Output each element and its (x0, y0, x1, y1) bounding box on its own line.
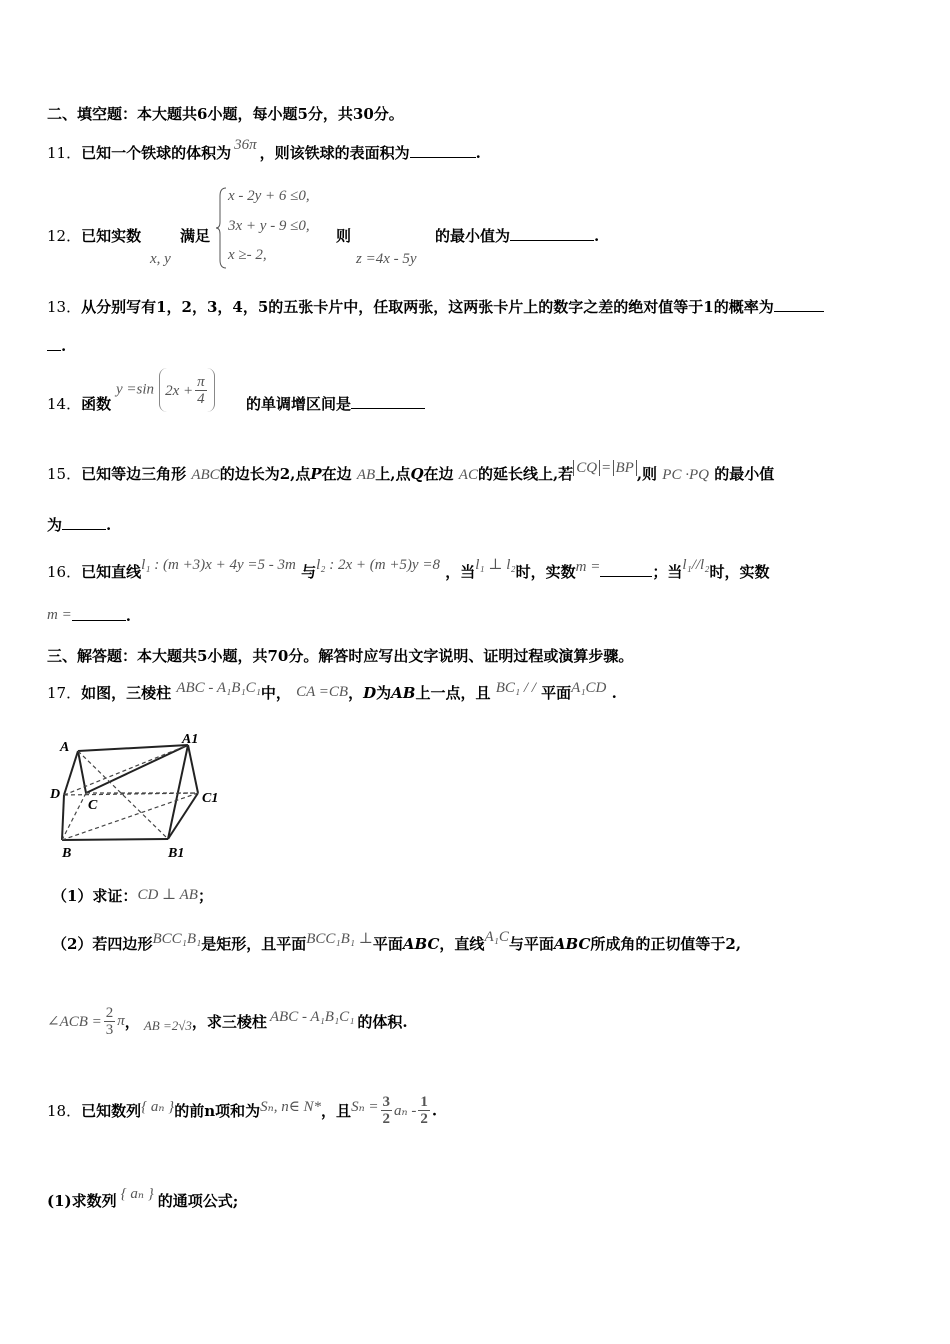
question-text: 的通项公式; (157, 1192, 239, 1210)
fraction-2-3 (104, 1005, 116, 1038)
plane-abc: ABC (553, 935, 591, 953)
question-text: 在边 (321, 465, 352, 483)
segment-ab: AB (391, 684, 416, 702)
question-text: 平面 (372, 935, 403, 953)
math-quad: BCC₁B₁ (152, 931, 202, 947)
question-text: 与 (301, 563, 317, 581)
question-number: 18． (47, 1102, 82, 1120)
question-text: ，则该铁球的表面积为 (259, 144, 410, 162)
question-number: 11． (47, 144, 82, 162)
question-17-part-1 (52, 885, 213, 906)
question-text: 时，实数 (515, 563, 576, 581)
question-text: ，且 (321, 1102, 352, 1120)
label-d: D (50, 787, 61, 802)
prism-figure (48, 725, 228, 865)
question-text: 从分别写有1，2，3，4，5的五张卡片中，任取两张，这两张卡片上的数字之差的绝对值等于1的概率为 (81, 298, 774, 316)
question-text: 的前n项和为 (174, 1102, 261, 1120)
part-label: (1)求数列 (47, 1192, 117, 1210)
question-15 (47, 460, 775, 484)
math-line-a1c: A₁C (484, 929, 509, 945)
plane-abc: ABC (402, 935, 440, 953)
fraction-1-2 (418, 1094, 430, 1127)
question-text: 已知数列 (81, 1102, 142, 1120)
math-sn-eq: Sₙ = (351, 1099, 379, 1115)
question-end: . (611, 684, 617, 702)
point-q: Q (410, 465, 424, 483)
numerator: 1 (420, 1094, 428, 1110)
point-p: P (310, 465, 322, 483)
inequality-system (216, 186, 336, 270)
label-b: B (62, 846, 72, 861)
math-sequence: { aₙ } (141, 1099, 175, 1115)
math-dot-product: PC ·PQ (662, 467, 709, 483)
question-text: 如图，三棱柱 (81, 684, 172, 702)
question-number: 15． (47, 465, 82, 483)
label-a: A (60, 740, 70, 755)
question-text: 为 (376, 684, 392, 702)
question-15-cont (47, 514, 111, 535)
question-text: 已知等边三角形 (81, 465, 187, 483)
answer-blank (72, 619, 126, 621)
question-end: . (594, 227, 600, 245)
question-text: 时，实数 (709, 563, 770, 581)
question-end: . (106, 516, 112, 534)
question-text: 的延长线上,若 (477, 465, 574, 483)
question-end: . (475, 144, 481, 162)
question-text: ；当 (652, 563, 683, 581)
edge-a-a1 (78, 745, 188, 751)
question-text: 在边 (423, 465, 454, 483)
question-17 (47, 682, 617, 703)
math-equals: = (602, 460, 611, 476)
question-11 (47, 137, 481, 163)
question-12-tail (435, 225, 599, 246)
math-abc: ABC (191, 467, 220, 483)
math-prism: ABC - A₁B₁C₁ (269, 1009, 355, 1025)
answer-blank (410, 156, 476, 158)
math-ab: AB (356, 467, 376, 483)
inequality-2: 3x + y - 9 ≤0, (228, 218, 310, 234)
question-18 (47, 1094, 437, 1127)
math-line-l1: l₁ : (m +3)x + 4y =5 - 3m (141, 557, 296, 573)
left-brace-icon (216, 186, 228, 270)
denominator: 3 (105, 1022, 114, 1038)
question-12-then: 则 (336, 227, 352, 245)
point-d: D (363, 684, 377, 702)
fraction-3-2 (381, 1094, 393, 1127)
question-end: . (125, 607, 131, 625)
question-16-cont (47, 607, 131, 626)
edge-b-b1 (62, 839, 168, 840)
question-text: 的边长为2,点 (219, 465, 311, 483)
question-text: 已知直线 (81, 563, 142, 581)
math-objective: z =4x - 5y (356, 251, 417, 267)
math-parallel: l₁//l₂ (682, 557, 710, 573)
numerator: π (197, 374, 205, 390)
label-c: C (88, 798, 98, 813)
question-text: 为 (47, 516, 63, 534)
question-end: . (61, 337, 67, 355)
math-y-sin: y =sin (116, 381, 155, 398)
label-a1: A1 (182, 732, 199, 747)
math-arg: 2x + (165, 383, 194, 399)
math-function (116, 368, 215, 412)
math-plane-a1cd: A₁CD (571, 680, 607, 696)
question-text: 已知实数 (81, 227, 142, 245)
question-13 (47, 296, 824, 317)
question-17-part-2-cont (47, 1005, 408, 1038)
edge-c-a1 (86, 745, 188, 793)
math-m-equals: m = (575, 559, 601, 575)
question-text: 中， (260, 684, 291, 702)
question-end: ； (197, 887, 213, 905)
question-text: 函数 (81, 395, 112, 413)
fraction-pi-4 (195, 374, 207, 407)
question-text: ，当 (445, 563, 476, 581)
math-an: aₙ - (394, 1103, 417, 1119)
math-ac: AC (458, 467, 478, 483)
question-text: 的最小值为 (435, 227, 511, 245)
math-xy: x, y (150, 251, 171, 267)
edge-d-b (62, 795, 64, 840)
question-number: 12． (47, 227, 82, 245)
question-text: 的最小值 (714, 465, 775, 483)
math-pi: π (117, 1013, 125, 1029)
answer-blank (510, 239, 594, 241)
answer-blank-cont (47, 349, 61, 351)
denominator: 4 (197, 391, 205, 407)
numerator: 2 (105, 1005, 114, 1021)
math-angle-acb: ∠ACB = (47, 1014, 102, 1030)
question-number: 13． (47, 298, 82, 316)
math-perpendicular: l₁ ⊥ l₂ (475, 557, 516, 573)
question-18-part-1 (47, 1186, 239, 1211)
question-text: ， (124, 1013, 140, 1031)
question-text: 上一点，且 (415, 684, 491, 702)
question-17-part-2 (52, 929, 742, 954)
answer-blank (351, 407, 425, 409)
math-abs-cq: CQ (573, 460, 600, 476)
question-number: 16． (47, 563, 82, 581)
question-text: ，求三棱柱 (191, 1013, 267, 1031)
math-bc1-parallel: BC₁ / / (495, 680, 536, 696)
question-12-text: 满足 (180, 227, 211, 245)
edge-a-d (64, 751, 78, 795)
label-b1: B1 (168, 846, 185, 861)
question-16 (47, 557, 770, 582)
math-volume: 36π (234, 137, 257, 153)
question-end: . (431, 1101, 438, 1120)
math-cd-perp-ab: CD ⊥ AB (137, 887, 198, 903)
denominator: 2 (420, 1111, 428, 1127)
question-text: ，直线 (439, 935, 485, 953)
question-text: 已知一个铁球的体积为 (81, 144, 232, 162)
big-parentheses (159, 368, 215, 412)
question-13-cont (47, 337, 66, 355)
inequality-1: x - 2y + 6 ≤0, (228, 188, 310, 204)
math-ca-cb: CA =CB (296, 684, 349, 700)
denominator: 2 (382, 1111, 391, 1127)
question-text: 上,点 (375, 465, 411, 483)
question-14 (47, 393, 111, 414)
math-sequence: { aₙ } (120, 1186, 154, 1202)
math-line-l2: l₂ : 2x + (m +5)y =8 (316, 557, 440, 573)
section-2-heading: 二、填空题：本大题共6小题，每小题5分，共30分。 (47, 105, 404, 123)
section-3-heading: 三、解答题：本大题共5小题，共70分。解答时应写出文字说明、证明过程或演算步骤。 (47, 647, 634, 665)
part-label: （2）若四边形 (52, 935, 153, 953)
label-c1: C1 (202, 791, 219, 806)
answer-blank (600, 575, 652, 577)
math-prism: ABC - A₁B₁C₁ (176, 680, 261, 696)
question-text: ， (348, 684, 364, 702)
question-14-tail (246, 393, 425, 414)
dashed-a-b1 (78, 751, 168, 839)
question-number: 17． (47, 684, 82, 702)
question-text: 的体积. (357, 1013, 408, 1031)
math-abs-bp: BP (613, 460, 637, 476)
math-m-equals: m = (47, 607, 72, 623)
question-text: 是矩形，且平面 (201, 935, 307, 953)
question-number: 14． (47, 395, 82, 413)
question-text: 的单调增区间是 (246, 395, 352, 413)
question-12 (47, 225, 141, 246)
inequality-3: x ≥- 2, (228, 247, 267, 263)
question-text: 平面 (541, 684, 572, 702)
question-text: 与平面 (508, 935, 554, 953)
part-label: （1）求证： (52, 887, 138, 905)
answer-blank (774, 310, 824, 312)
math-ab-length: AB =2√3 (143, 1017, 192, 1033)
answer-blank (62, 528, 106, 530)
edge-a1-c1 (188, 745, 198, 793)
question-text: 所成角的正切值等于2, (590, 935, 742, 953)
math-plane-perp: BCC₁B₁ ⊥ (306, 931, 373, 947)
math-sn: Sₙ, n∈ N* (260, 1099, 322, 1115)
question-text: ,则 (636, 465, 658, 483)
numerator: 3 (382, 1094, 391, 1110)
